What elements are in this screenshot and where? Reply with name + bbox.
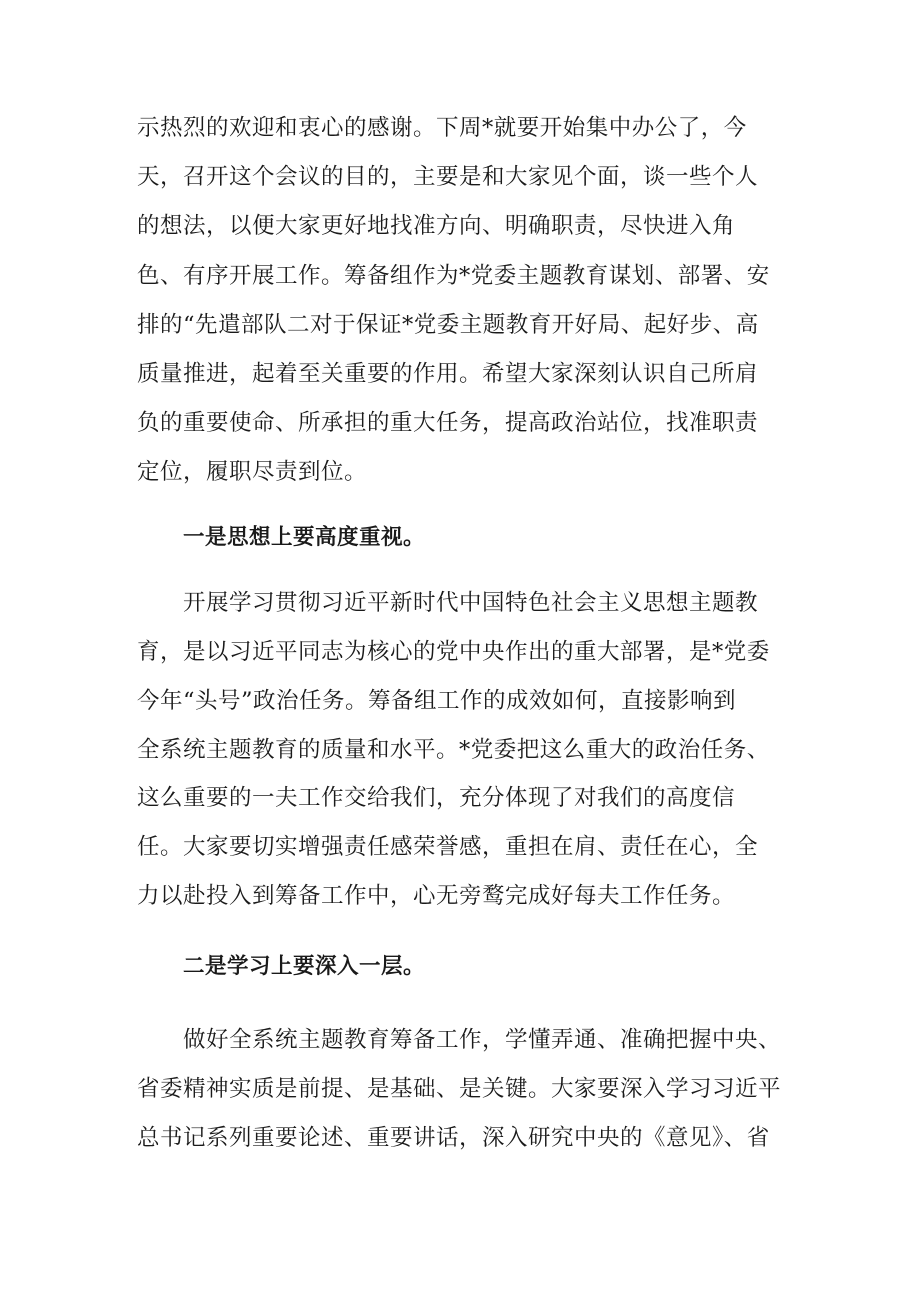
text-line: 开展学习贯彻习近平新时代中国特色社会主义思想主题教	[183, 590, 759, 616]
text-line: 定位，履职尽责到位。	[137, 459, 368, 485]
text-line: 色、有序开展工作。筹备组作为*党委主题教育谋划、部署、安	[137, 263, 770, 289]
text-line: 排的“先遣部队二对于保证*党委主题教育开好局、起好步、高	[137, 312, 759, 338]
text-line: 今年“头号”政治任务。筹备组工作的成效如何，直接影响到	[137, 688, 737, 714]
text-line: 的想法，以便大家更好地找准方向、明确职责，尽快进入角	[137, 213, 736, 239]
text-line: 育，是以习近平同志为核心的党中央作出的重大部署，是*党委	[137, 639, 770, 665]
text-line: 天，召开这个会议的目的，主要是和大家见个面，谈一些个人	[137, 164, 759, 190]
text-line: 力以赴投入到筹备工作中，心无旁鹜完成好每夫工作任务。	[137, 883, 736, 909]
text-line: 全系统主题教育的质量和水平。*党委把这么重大的政治任务、	[137, 737, 770, 763]
text-line: 省委精神实质是前提、是基础、是关键。大家要深入学习习近平	[137, 1076, 782, 1102]
section-heading-1: 一是思想上要高度重视。	[183, 525, 426, 550]
text-line: 负的重要使命、所承担的重大任务，提高政治站位，找准职责	[137, 410, 759, 436]
text-line: 任。大家要切实增强责任感荣誉感，重担在肩、责任在心，全	[137, 834, 759, 860]
text-line: 做好全系统主题教育筹备工作，学懂弄通、准确把握中央、	[183, 1027, 782, 1053]
text-line: 这么重要的一夫工作交给我们，充分体现了对我们的高度信	[137, 785, 736, 811]
text-line: 总书记系列重要论述、重要讲话，深入研究中央的《意见》、省	[137, 1125, 770, 1151]
text-line: 示热烈的欢迎和衷心的感谢。下周*就要开始集中办公了，今	[137, 115, 747, 141]
section-heading-2: 二是学习上要深入一层。	[183, 954, 426, 979]
text-line: 质量推进，起着至关重要的作用。希望大家深刻认识自己所肩	[137, 361, 759, 387]
